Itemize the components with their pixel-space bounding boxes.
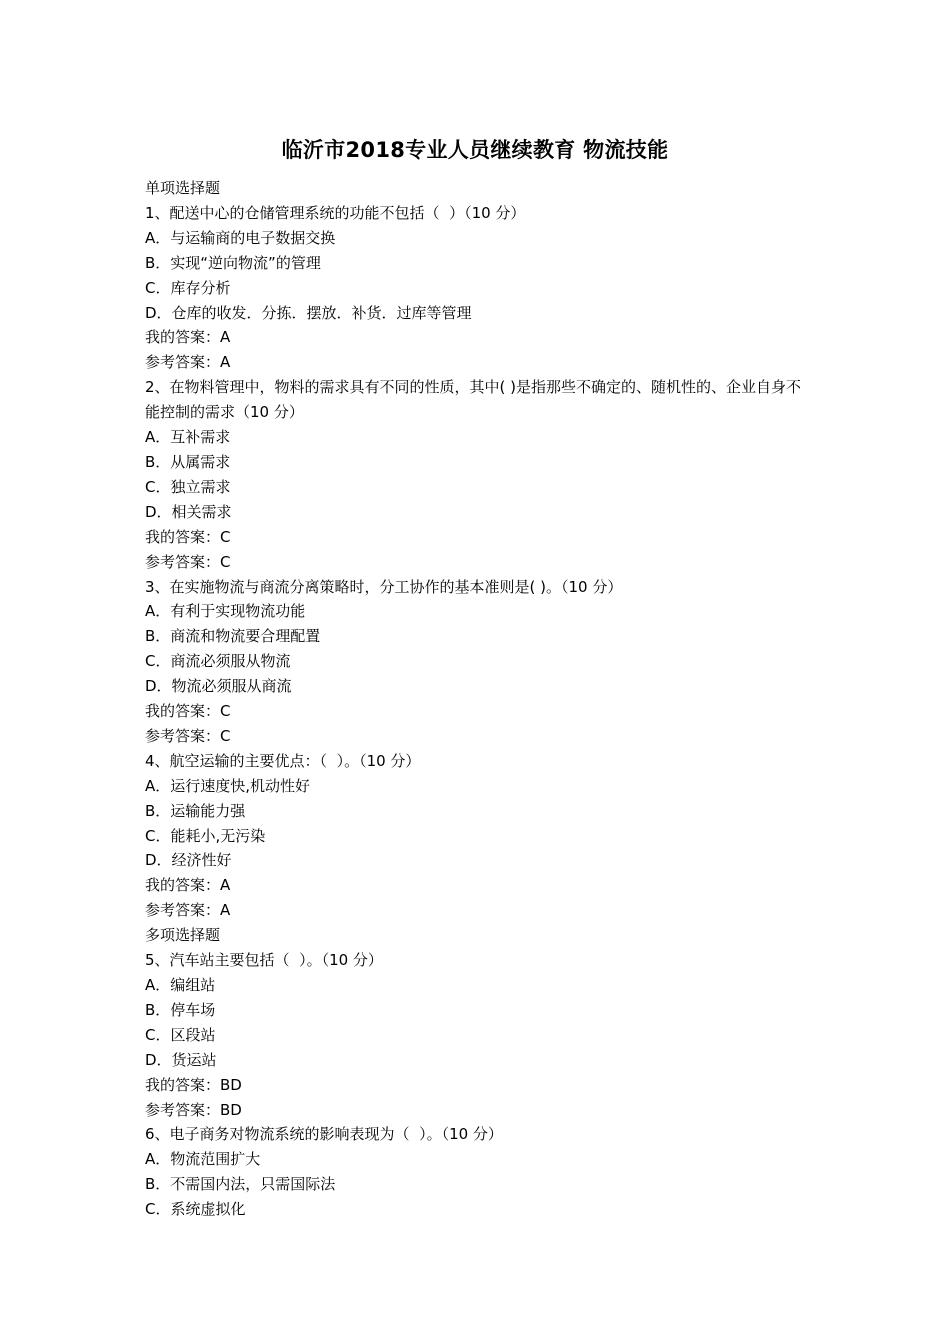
- question-5-reference-answer: 参考答案：BD: [145, 1100, 242, 1119]
- question-3-option-a: A．有利于实现物流功能: [145, 602, 306, 621]
- question-6-option-a: A．物流范围扩大: [145, 1150, 261, 1169]
- section-heading-single-choice: 单项选择题: [145, 179, 221, 197]
- question-6-option-c: C．系统虚拟化: [145, 1200, 246, 1219]
- question-1: 1、配送中心的仓储管理系统的功能不包括（ ）（10 分）: [145, 203, 526, 222]
- question-4-option-b: B．运输能力强: [145, 801, 246, 820]
- question-5-option-a: A．编组站: [145, 976, 216, 994]
- question-5-option-c: C．区段站: [145, 1025, 216, 1044]
- question-1-option-c: C．库存分析: [145, 278, 231, 297]
- question-3-option-d: D．物流必须服从商流: [145, 677, 292, 696]
- question-4-reference-answer: 参考答案：A: [145, 901, 231, 920]
- document-title: 临沂市2018专业人员继续教育 物流技能: [281, 138, 669, 162]
- question-4-option-d: D．经济性好: [145, 851, 232, 870]
- question-4: 4、航空运输的主要优点：（ ）。（10 分）: [145, 751, 421, 770]
- question-2-my-answer: 我的答案：C: [145, 527, 231, 546]
- question-1-option-d: D．仓库的收发．分拣．摆放．补货．过库等管理: [145, 303, 472, 322]
- question-2: 2、在物料管理中，物料的需求具有不同的性质，其中( )是指那些不确定的、随机性的、企业自身不能控制的需求（10 分）: [145, 378, 802, 422]
- question-5: 5、汽车站主要包括（ ）。（10 分）: [145, 951, 383, 970]
- question-3-option-b: B．商流和物流要合理配置: [145, 627, 321, 646]
- question-1-option-a: A．与运输商的电子数据交换: [145, 228, 336, 247]
- question-5-option-d: D．货运站: [145, 1050, 217, 1069]
- document-body: [145, 176, 815, 1222]
- question-1-my-answer: 我的答案：A: [145, 328, 231, 347]
- question-4-option-a: A．运行速度快,机动性好: [145, 776, 311, 795]
- question-2-option-d: D．相关需求: [145, 502, 232, 521]
- question-3-my-answer: 我的答案：C: [145, 702, 231, 721]
- question-6: 6、电子商务对物流系统的影响表现为（ ）。（10 分）: [145, 1125, 503, 1144]
- question-1-option-b: B．实现“逆向物流”的管理: [145, 253, 321, 272]
- question-2-option-c: C．独立需求: [145, 477, 231, 496]
- question-2-option-b: B．从属需求: [145, 452, 231, 471]
- question-5-option-b: B．停车场: [145, 1000, 216, 1019]
- section-heading-multiple-choice: 多项选择题: [145, 926, 221, 945]
- question-2-option-a: A．互补需求: [145, 428, 231, 447]
- question-3: 3、在实施物流与商流分离策略时，分工协作的基本准则是( )。（10 分）: [145, 577, 623, 596]
- question-3-option-c: C．商流必须服从物流: [145, 652, 291, 671]
- question-6-option-b: B．不需国内法，只需国际法: [145, 1175, 336, 1194]
- question-3-reference-answer: 参考答案：C: [145, 726, 231, 745]
- question-5-my-answer: 我的答案：BD: [145, 1075, 242, 1094]
- question-4-option-c: C．能耗小,无污染: [145, 826, 266, 845]
- question-1-reference-answer: 参考答案：A: [145, 353, 231, 372]
- question-4-my-answer: 我的答案：A: [145, 876, 231, 895]
- question-2-reference-answer: 参考答案：C: [145, 552, 231, 571]
